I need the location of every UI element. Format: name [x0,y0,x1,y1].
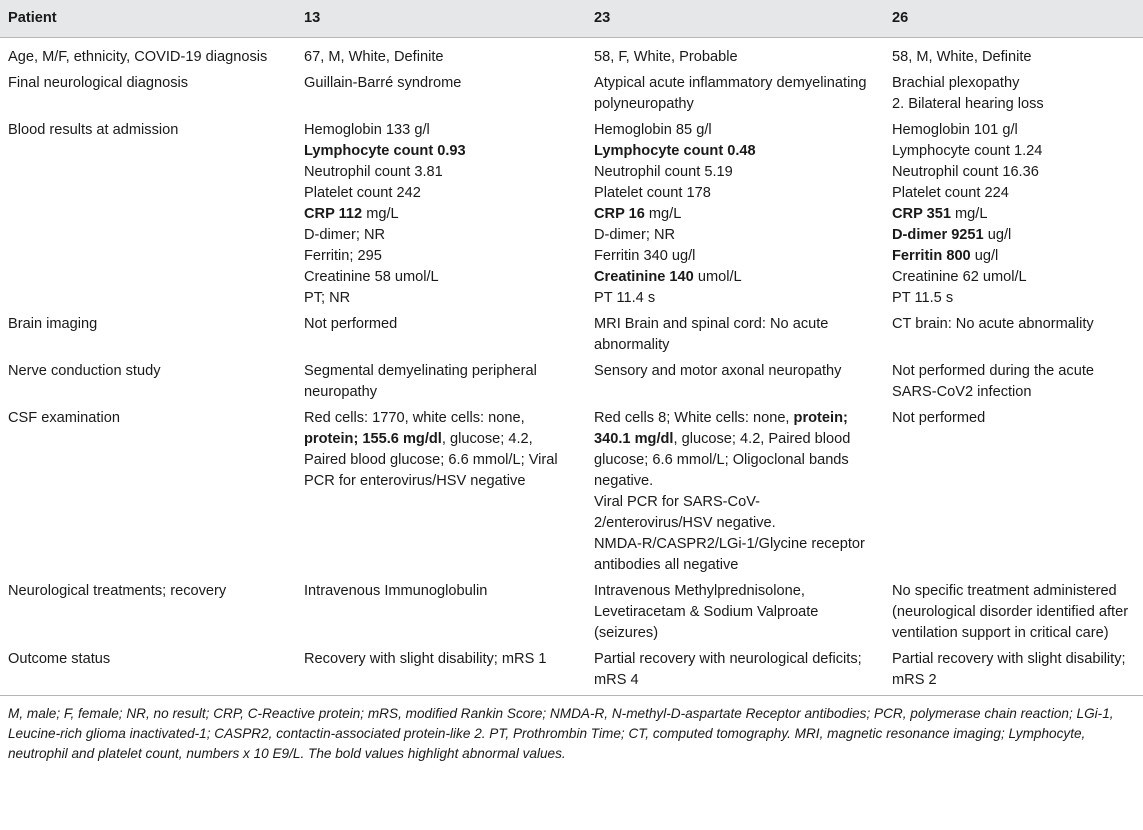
table-cell [586,579,884,647]
table-cell [586,647,884,696]
row-label: Final neurological diagnosis [8,75,189,91]
table-cell [296,71,586,118]
row-label: Brain imaging [8,316,98,332]
cell-text: Platelet count 178 [594,185,711,201]
table-row [0,71,1143,118]
cell-line [892,649,1135,691]
cell-line [892,225,1135,246]
cell-text: NMDA-R/CASPR2/LGi-1/Glycine receptor antibodies all negative [594,536,865,573]
cell-line [304,649,578,670]
cell-text: Sensory and motor axonal neuropathy [594,363,842,379]
cell-line [594,288,876,309]
cell-line [594,47,876,68]
cell-line [594,314,876,356]
cell-text: , glucose; 4.2, Paired blood glucose; 6.6 mmol/L; Viral PCR for enterovirus/HSV negative [304,431,558,489]
table-cell [884,38,1143,72]
table-header-row [0,0,1143,38]
cell-text: 67, M, White, Definite [304,49,444,65]
cell-line [892,361,1135,403]
table-cell [296,38,586,72]
cell-line [892,47,1135,68]
table-cell [586,312,884,359]
cell-text: Guillain-Barré syndrome [304,75,462,91]
cell-line [304,162,578,183]
cell-text: D-dimer; NR [304,227,386,243]
cell-text: Neutrophil count 3.81 [304,164,443,180]
cell-line [892,94,1135,115]
cell-text: , glucose; 4.2, Paired blood glucose; 6.6 mmol/L; Oligoclonal bands negative. [594,431,851,489]
table-cell [884,312,1143,359]
cell-line [304,581,578,602]
header-cell-patient-26: 26 [884,0,1143,38]
abnormal-value: D-dimer 9251 [892,227,984,243]
cell-text: Creatinine 62 umol/L [892,269,1027,285]
header-cell-patient: Patient [0,0,296,38]
cell-text: Platelet count 224 [892,185,1009,201]
cell-text: Atypical acute inflammatory demyelinating polyneuropathy [594,75,867,112]
cell-text: umol/L [693,269,742,285]
cell-text: Segmental demyelinating peripheral neuropathy [304,363,537,400]
cell-text: mg/L [950,206,988,222]
cell-text: Platelet count 242 [304,185,421,201]
table-cell [586,406,884,579]
cell-text: Not performed [304,316,398,332]
table-cell [296,118,586,312]
abnormal-value: Lymphocyte count 0.93 [304,143,466,159]
cell-line [594,204,876,225]
table-row [0,359,1143,406]
cell-line [304,120,578,141]
cell-text: Intravenous Immunoglobulin [304,583,488,599]
cell-line [304,141,578,162]
cell-line [594,246,876,267]
cell-line [892,267,1135,288]
cell-line [594,120,876,141]
row-label: Outcome status [0,647,296,696]
cell-text: Red cells: 1770, white cells: none, [304,410,525,426]
cell-line [594,581,876,644]
cell-text: PT 11.4 s [594,290,656,306]
cell-line [594,73,876,115]
cell-text: Hemoglobin 101 g/l [892,122,1018,138]
table-cell [586,71,884,118]
row-label: Neurological treatments; recovery [8,583,227,599]
table-footnote: M, male; F, female; NR, no result; CRP, C-Reactive protein; mRS, modified Rankin Score; NMDA-R, N-methyl-D-aspartate Receptor antibodies; PCR, polymerase chain reaction; LGi-1, Leucine-rich glioma inactivated-1; CASPR2, contactin-associated protein-like 2. PT, Prothrombin Time; CT, computed tomography. MRI, magnetic resonance imaging; Lymphocyte, neutrophil and platelet count, numbers x 10 E9/L. The bold values highlight abnormal values. [8,706,1114,761]
table-row [0,118,1143,312]
table-cell [884,71,1143,118]
cell-text: Ferritin; 295 [304,248,382,264]
abnormal-value: Creatinine 140 [594,269,694,285]
cell-text: Intravenous Methylprednisolone, Levetiracetam & Sodium Valproate (seizures) [594,583,819,641]
table-cell [296,579,586,647]
cell-line [304,314,578,335]
abnormal-value: CRP 16 [594,206,645,222]
header-cell-patient-13: 13 [296,0,586,38]
cell-text: Brachial plexopathy [892,75,1020,91]
cell-line [892,73,1135,94]
cell-text: PT 11.5 s [892,290,954,306]
cell-text: Hemoglobin 85 g/l [594,122,712,138]
abnormal-value: Ferritin 800 [892,248,971,264]
cell-line [594,534,876,576]
cell-text: Partial recovery with slight disability; mRS 2 [892,651,1126,688]
cell-text: Not performed during the acute SARS-CoV2 infection [892,363,1094,400]
table-body [0,38,1143,696]
cell-line [594,183,876,204]
cell-line [304,183,578,204]
table-cell [586,359,884,406]
cell-line [304,204,578,225]
cell-line [892,141,1135,162]
table-cell [586,38,884,72]
cell-text: D-dimer; NR [594,227,676,243]
cell-line [304,408,578,492]
table-cell [884,359,1143,406]
cell-text: Partial recovery with neurological deficits; mRS 4 [594,651,862,688]
cell-text: CT brain: No acute abnormality [892,316,1094,332]
cell-line [594,267,876,288]
cell-text: Neutrophil count 16.36 [892,164,1039,180]
cell-line [594,408,876,492]
cell-line [594,225,876,246]
cell-text: ug/l [983,227,1012,243]
cell-text: Lymphocyte count 1.24 [892,143,1043,159]
cell-text: Creatinine 58 umol/L [304,269,439,285]
table-cell [296,359,586,406]
cell-text: Recovery with slight disability; mRS 1 [304,651,547,667]
cell-line [892,120,1135,141]
cell-line [594,649,876,691]
row-label: Blood results at admission [8,122,179,138]
table-row [0,38,1143,72]
table-cell [296,312,586,359]
cell-text: No specific treatment administered (neurological disorder identified after ventilation support in critical care) [892,583,1129,641]
cell-text: MRI Brain and spinal cord: No acute abnormality [594,316,829,353]
cell-text: mg/L [362,206,399,222]
cell-text: Not performed [892,410,986,426]
row-label: Nerve conduction study [8,363,161,379]
abnormal-value: Lymphocyte count 0.48 [594,143,756,159]
cell-line [892,288,1135,309]
cell-line [892,204,1135,225]
cell-text: Hemoglobin 133 g/l [304,122,430,138]
cell-line [892,408,1135,429]
abnormal-value: protein; 155.6 mg/dl [304,431,442,447]
table-cell [296,647,586,696]
cell-text: 58, M, White, Definite [892,49,1032,65]
header-cell-patient-23: 23 [586,0,884,38]
abnormal-value: CRP 351 [892,206,951,222]
table-cell [884,118,1143,312]
table-cell [586,118,884,312]
cell-text: PT; NR [304,290,351,306]
table-row [0,312,1143,359]
cell-line [304,246,578,267]
table-row [0,579,1143,647]
cell-line [594,162,876,183]
abnormal-value: protein; 340.1 mg/dl [594,410,848,447]
table-cell [884,406,1143,579]
cell-line [892,246,1135,267]
table-row [0,647,1143,696]
cell-line [594,141,876,162]
cell-text: 2. Bilateral hearing loss [892,96,1044,112]
table-cell [884,579,1143,647]
cell-line [304,267,578,288]
cell-text: Viral PCR for SARS-CoV-2/enterovirus/HSV negative. [594,494,776,531]
cell-line [892,183,1135,204]
table-row [0,406,1143,579]
cell-line [892,314,1135,335]
abnormal-value: CRP 112 [304,206,363,222]
cell-text: Red cells 8; White cells: none, [594,410,794,426]
table-cell [296,406,586,579]
cell-line [892,162,1135,183]
cell-line [594,361,876,382]
cell-text: ug/l [970,248,999,264]
cell-line [304,225,578,246]
table-cell [884,647,1143,696]
cell-line [594,492,876,534]
cell-text: mg/L [644,206,682,222]
cell-text: 58, F, White, Probable [594,49,738,65]
cell-line [892,581,1135,644]
cell-line [304,47,578,68]
cell-text: Neutrophil count 5.19 [594,164,733,180]
cell-line [304,361,578,403]
cell-line [304,288,578,309]
row-label: Age, M/F, ethnicity, COVID-19 diagnosis [8,49,268,65]
cell-text: Ferritin 340 ug/l [594,248,696,264]
row-label: CSF examination [8,410,120,426]
cell-line [304,73,578,94]
